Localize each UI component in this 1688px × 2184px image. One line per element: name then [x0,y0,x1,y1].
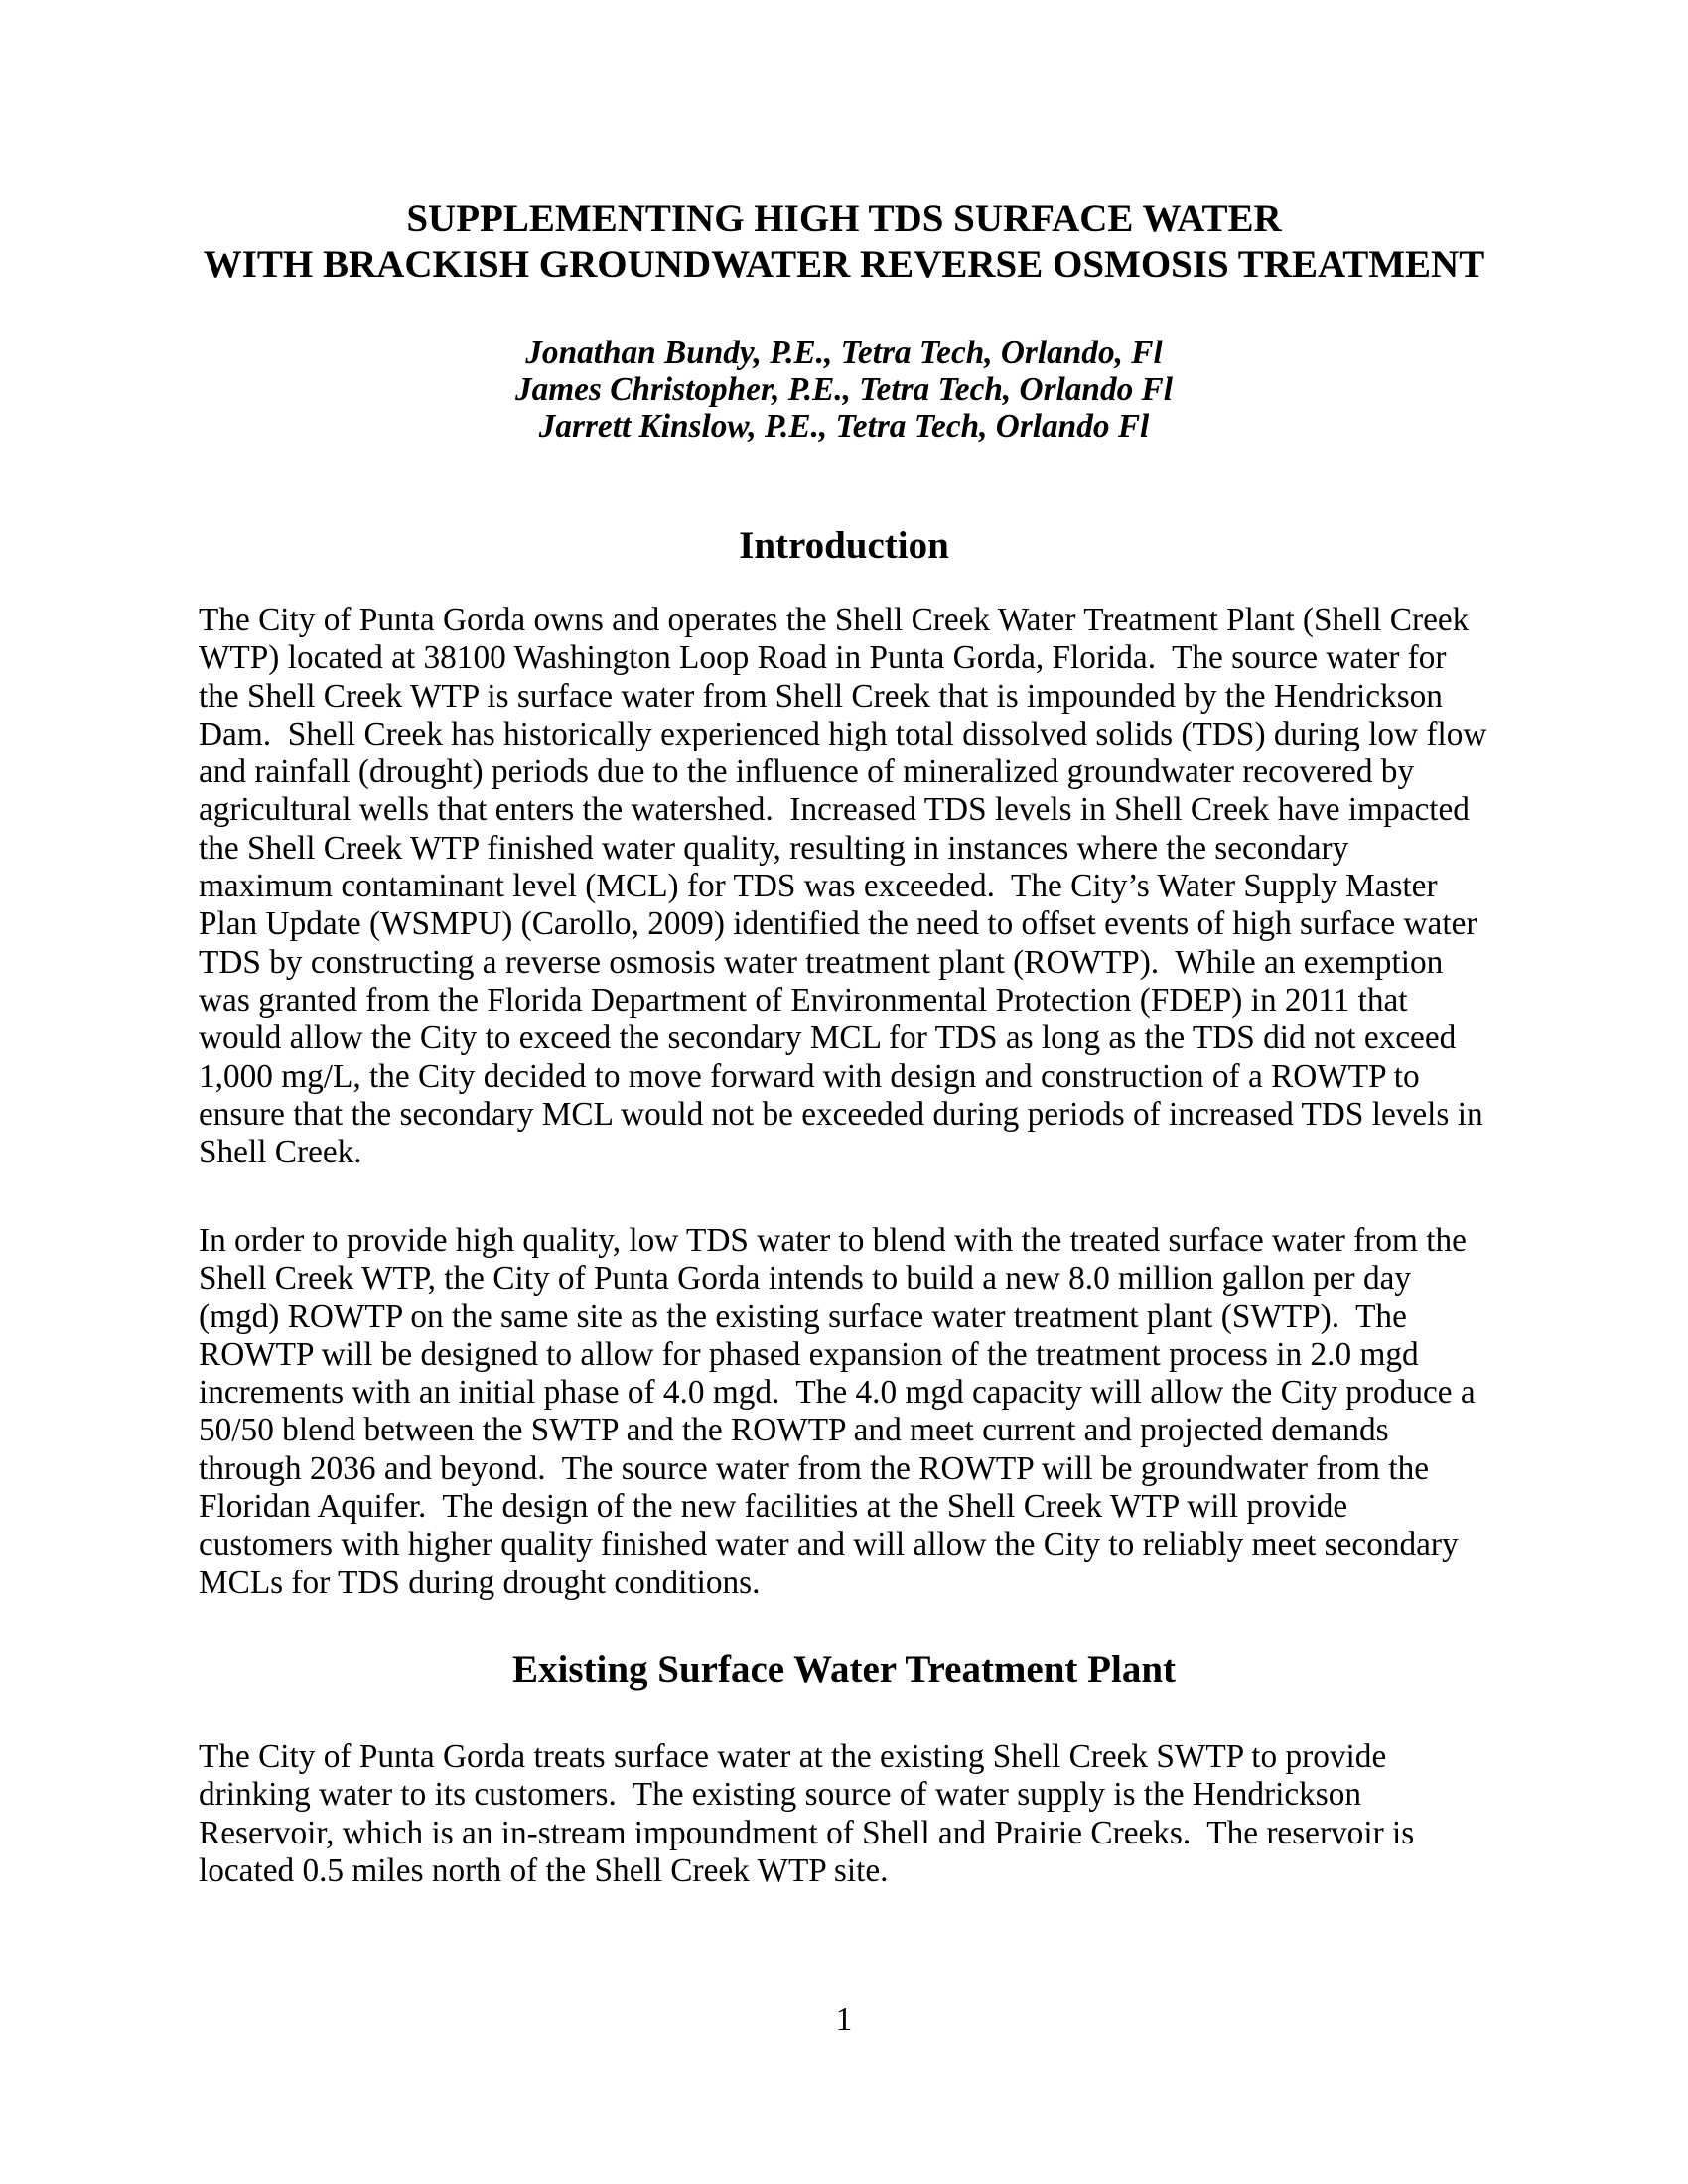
page-number: 1 [835,2001,853,2038]
author-line: Jonathan Bundy, P.E., Tetra Tech, Orlando, Fl [525,335,1163,371]
paragraph: The City of Punta Gorda treats surface water at the existing Shell Creek SWTP to provide drinking water to its customers. The existing source of water supply is the Hendrickson Reservoir, which is an in-stream impoundment of Shell and Prairie Creeks. The reservoir is located 0.5 miles north of the Shell Creek WTP site. [199,1738,1423,1889]
section-heading-existing-surface-water-treatment-plant: Existing Surface Water Treatment Plant [511,1648,1176,1691]
paper-title-line-1: SUPPLEMENTING HIGH TDS SURFACE WATER [406,198,1282,240]
paragraph: The City of Punta Gorda owns and operates the Shell Creek Water Treatment Plant (Shell Creek WTP) located at 38100 Washington Loop Road in Punta Gorda, Florida. The source water for the Shell Creek WTP is surface water from Shell Creek that is impounded by the Hendrickson Dam. Shell Creek has historically experienced high total dissolved solids (TDS) during low flow and rainfall (drought) periods due to the influence of mineralized groundwater recovered by agricultural wells that enters the watershed. Increased TDS levels in Shell Creek have impacted the Shell Creek WTP finished water quality, resulting in instances where the secondary maximum contaminant level (MCL) for TDS was exceeded. The City’s Water Supply Master Plan Update (WSMPU) (Carollo, 2009) identified the need to offset events of high surface water TDS by constructing a reverse osmosis water treatment plant (ROWTP). While an exemption was granted from the Florida Department of Environmental Protection (FDEP) in 2011 that would allow the City to exceed the secondary MCL for TDS as long as the TDS did not exceed 1,000 mg/L, the City decided to move forward with design and construction of a ROWTP to ensure that the secondary MCL would not be exceeded during periods of increased TDS levels in Shell Creek. [199,602,1495,1171]
paragraph: In order to provide high quality, low TDS water to blend with the treated surface water from the Shell Creek WTP, the City of Punta Gorda intends to build a new 8.0 million gallon per day (mgd) ROWTP on the same site as the existing surface water treatment plant (SWTP). The ROWTP will be designed to allow for phased expansion of the treatment process in 2.0 mgd increments with an initial phase of 4.0 mgd. The 4.0 mgd capacity will allow the City produce a 50/50 blend between the SWTP and the ROWTP and meet current and projected demands through 2036 and beyond. The source water from the ROWTP will be groundwater from the Floridan Aquifer. The design of the new facilities at the Shell Creek WTP will provide customers with higher quality finished water and will allow the City to reliably meet secondary MCLs for TDS during drought conditions. [199,1222,1483,1601]
section-heading-introduction: Introduction [739,524,949,567]
author-line: James Christopher, P.E., Tetra Tech, Orlando Fl [514,371,1174,408]
paper-title-line-2: WITH BRACKISH GROUNDWATER REVERSE OSMOSIS TREATMENT [203,243,1485,286]
author-line: Jarrett Kinslow, P.E., Tetra Tech, Orlando Fl [538,408,1150,445]
author-list [199,335,1489,445]
paper-title [199,197,1489,288]
